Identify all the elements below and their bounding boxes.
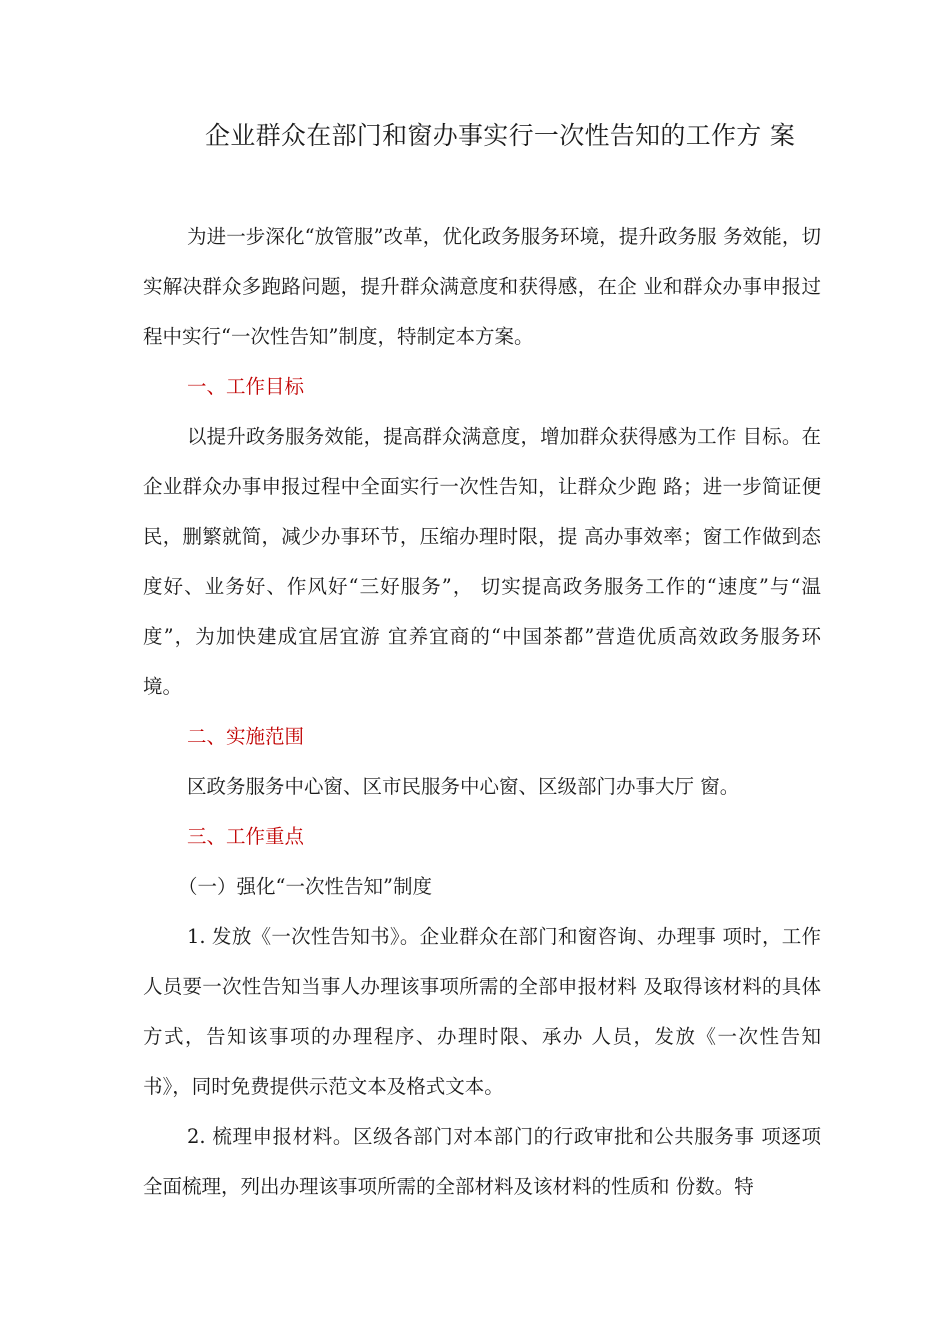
subsection-heading-notice-system: （一）强化“一次性告知”制度: [178, 875, 432, 898]
section-heading-focus: 三、工作重点: [187, 825, 305, 848]
document-title: 企业群众在部门和窗办事实行一次性告知的工作方 案: [205, 121, 796, 150]
section-heading-scope: 二、实施范围: [187, 725, 305, 748]
intro-paragraph: 为进一步深化“放管服”改革，优化政务服务环境，提升政务服 务效能，切实解决群众多跑路问题，提升群众满意度和获得感，在企 业和群众办事申报过程中实行“一次性告知”制度，特制定本方案。: [143, 225, 821, 348]
item-1-paragraph: 1. 发放《一次性告知书》。企业群众在部门和窗咨询、办理事 项时，工作人员要一次性告知当事人办理该事项所需的全部申报材料 及取得该材料的具体方式，告知该事项的办理程序、办理时限、承办 人员，发放《一次性告知书》，同时免费提供示范文本及格式文本。: [143, 925, 821, 1098]
item-2-paragraph: 2. 梳理申报材料。区级各部门对本部门的行政审批和公共服务事 项逐项全面梳理，列出办理该事项所需的全部材料及该材料的性质和 份数。特: [143, 1125, 821, 1198]
section-heading-goals: 一、工作目标: [187, 375, 305, 398]
scope-paragraph: 区政务服务中心窗、区市民服务中心窗、区级部门办事大厅 窗。: [187, 775, 740, 798]
goals-paragraph: 以提升政务服务效能，提高群众满意度，增加群众获得感为工作 目标。在企业群众办事申报过程中全面实行一次性告知，让群众少跑 路；进一步简证便民，删繁就简，减少办事环节，压缩办理时限，提 高办事效率；窗工作做到态度好、业务好、作风好“三好服务”， 切实提高政务服务工作的“速度”与“温度”，为加快建成宜居宜游 宜养宜商的“中国茶都”营造优质高效政务服务环境。: [143, 425, 821, 698]
